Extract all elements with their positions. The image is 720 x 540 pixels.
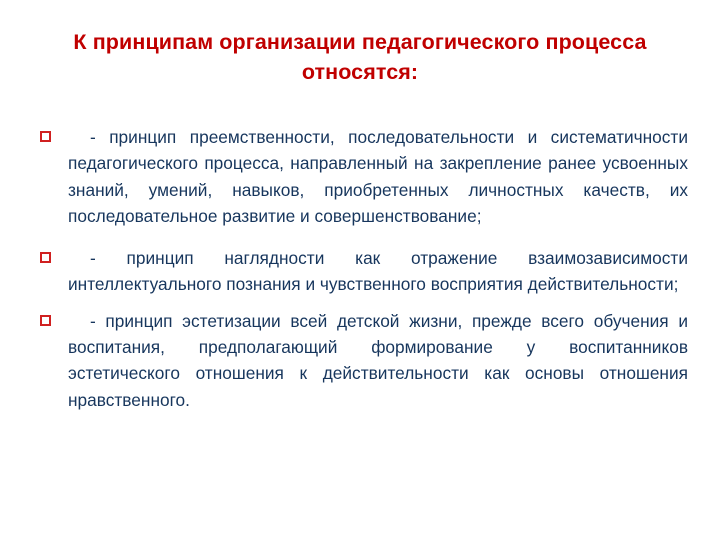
bullet-list (36, 124, 688, 427)
list-item-text: - принцип преемственности, последовательности и систематичности педагогического процесса, направленный на закрепление ранее усвоенных знаний, умений, навыков, приобретенных личностных качеств, их последовательное развитие и совершенствование; (68, 127, 688, 226)
square-bullet-icon (40, 315, 51, 326)
list-item (36, 245, 688, 298)
list-item (36, 124, 688, 229)
page-title: К принципам организации педагогического процесса относятся: (73, 30, 647, 84)
list-item-text: - принцип наглядности как отражение взаимозависимости интеллектуального познания и чувственного восприятия действительности; (68, 248, 688, 295)
list-item-text: - принцип эстетизации всей детской жизни, прежде всего обучения и воспитания, предполагающий формирование у воспитанников эстетического отношения к действительности как основы отношения нравственного. (68, 310, 688, 410)
square-bullet-icon (40, 252, 51, 263)
square-bullet-icon (40, 131, 51, 142)
list-item (36, 308, 688, 413)
